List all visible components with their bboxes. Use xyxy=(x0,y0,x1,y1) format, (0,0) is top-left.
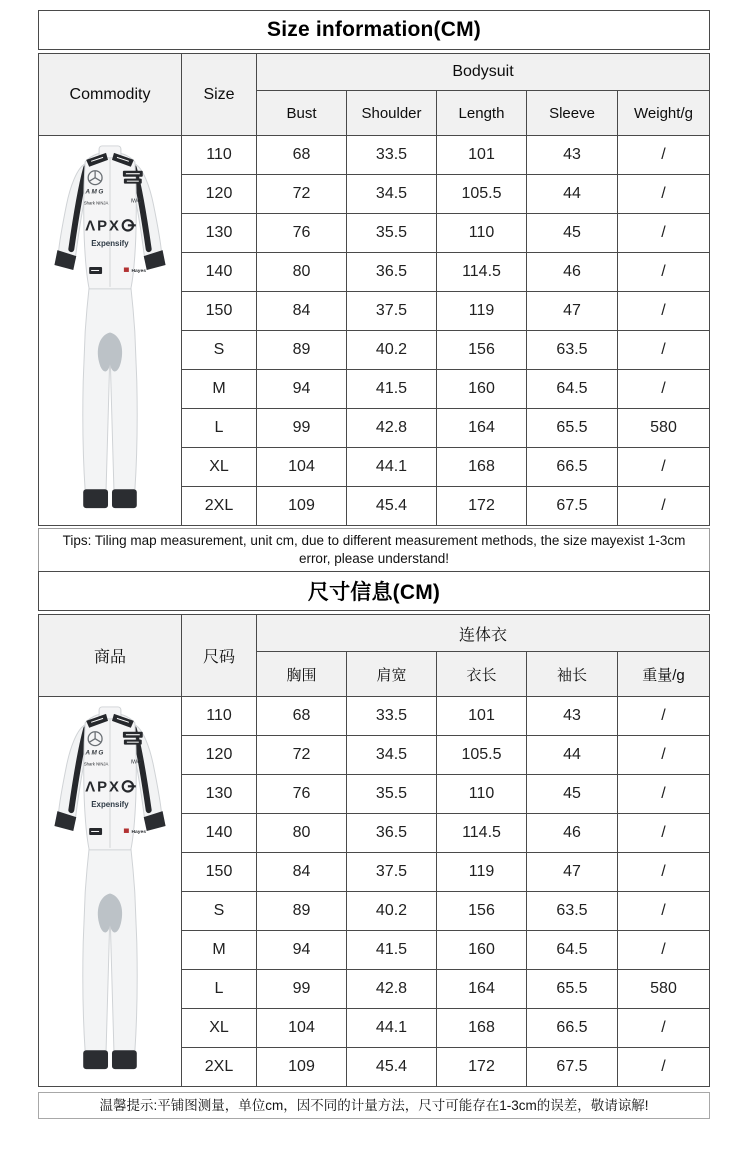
hayes-logo-text: Hayes xyxy=(131,268,147,274)
size-grid-cn xyxy=(38,614,710,1087)
size-cell-size: XL xyxy=(182,1009,256,1047)
expensify-logo-text: Expensify xyxy=(91,800,129,810)
racing-suit-image xyxy=(39,138,181,524)
size-cell-weight: / xyxy=(618,214,709,252)
size-cell-bust: 80 xyxy=(257,814,346,852)
size-cell-weight: / xyxy=(618,292,709,330)
size-cell-length: 110 xyxy=(437,775,526,813)
size-cell-weight: / xyxy=(618,175,709,213)
size-cell-shoulder: 44.1 xyxy=(347,448,436,486)
size-cell-length: 119 xyxy=(437,292,526,330)
uk-flag-icon xyxy=(124,828,129,832)
size-cell-size: 130 xyxy=(182,214,256,252)
size-chart-page xyxy=(0,10,750,1168)
size-cell-shoulder: 45.4 xyxy=(347,487,436,525)
column-header-shoulder: 肩宽 xyxy=(347,652,436,696)
size-cell-bust: 68 xyxy=(257,136,346,174)
size-cell-length: 160 xyxy=(437,370,526,408)
size-cell-bust: 68 xyxy=(257,697,346,735)
size-cell-shoulder: 42.8 xyxy=(347,409,436,447)
size-cell-weight: / xyxy=(618,814,709,852)
size-cell-bust: 89 xyxy=(257,892,346,930)
size-cell-sleeve: 63.5 xyxy=(527,331,617,369)
size-cell-size: S xyxy=(182,331,256,369)
apx-logo-text: ΛPX xyxy=(85,779,121,796)
size-cell-size: 140 xyxy=(182,253,256,291)
size-cell-sleeve: 65.5 xyxy=(527,409,617,447)
size-cell-shoulder: 44.1 xyxy=(347,1009,436,1047)
size-cell-sleeve: 47 xyxy=(527,853,617,891)
suit-left-ankle-cuff xyxy=(83,489,108,508)
size-cell-shoulder: 33.5 xyxy=(347,136,436,174)
size-cell-size: 120 xyxy=(182,736,256,774)
size-cell-length: 164 xyxy=(437,409,526,447)
size-cell-size: 150 xyxy=(182,853,256,891)
size-cell-sleeve: 67.5 xyxy=(527,1048,617,1086)
size-cell-length: 160 xyxy=(437,931,526,969)
size-cell-sleeve: 45 xyxy=(527,775,617,813)
suit-legs xyxy=(83,287,137,491)
size-cell-bust: 84 xyxy=(257,292,346,330)
column-header-sleeve: 袖长 xyxy=(527,652,617,696)
size-cell-shoulder: 36.5 xyxy=(347,253,436,291)
column-header-length: Length xyxy=(437,91,526,135)
size-cell-sleeve: 47 xyxy=(527,292,617,330)
amg-logo-text: AMG xyxy=(85,749,105,757)
size-cell-shoulder: 34.5 xyxy=(347,175,436,213)
column-header-weight: Weight/g xyxy=(618,91,709,135)
size-cell-bust: 109 xyxy=(257,487,346,525)
size-cell-shoulder: 40.2 xyxy=(347,892,436,930)
size-table-cn xyxy=(38,571,710,1119)
size-cell-shoulder: 40.2 xyxy=(347,331,436,369)
column-header-shoulder: Shoulder xyxy=(347,91,436,135)
size-cell-bust: 99 xyxy=(257,970,346,1008)
size-cell-shoulder: 37.5 xyxy=(347,292,436,330)
size-cell-shoulder: 41.5 xyxy=(347,370,436,408)
size-cell-sleeve: 46 xyxy=(527,814,617,852)
column-header-weight: 重量/g xyxy=(618,652,709,696)
size-cell-shoulder: 42.8 xyxy=(347,970,436,1008)
size-cell-weight: 580 xyxy=(618,409,709,447)
size-cell-size: 110 xyxy=(182,697,256,735)
amg-logo-text: AMG xyxy=(85,188,105,196)
size-cell-bust: 80 xyxy=(257,253,346,291)
column-header-sleeve: Sleeve xyxy=(527,91,617,135)
size-cell-weight: / xyxy=(618,931,709,969)
size-cell-shoulder: 45.4 xyxy=(347,1048,436,1086)
size-cell-shoulder: 36.5 xyxy=(347,814,436,852)
group-header-cell: Bodysuit xyxy=(257,54,709,90)
size-cell-length: 172 xyxy=(437,487,526,525)
size-cell-size: S xyxy=(182,892,256,930)
size-cell-size: 140 xyxy=(182,814,256,852)
size-cell-weight: / xyxy=(618,892,709,930)
size-cell-bust: 104 xyxy=(257,448,346,486)
size-cell-size: L xyxy=(182,409,256,447)
size-cell-size: 130 xyxy=(182,775,256,813)
size-cell-shoulder: 35.5 xyxy=(347,214,436,252)
size-header-cell: Size xyxy=(182,54,256,135)
size-cell-size: M xyxy=(182,370,256,408)
size-cell-size: 150 xyxy=(182,292,256,330)
size-cell-shoulder: 41.5 xyxy=(347,931,436,969)
size-cell-sleeve: 43 xyxy=(527,697,617,735)
size-cell-size: L xyxy=(182,970,256,1008)
size-cell-weight: / xyxy=(618,253,709,291)
tips-note-cn: 温馨提示:平铺图测量，单位cm，因不同的计量方法，尺寸可能存在1-3cm的误差，敬请谅解! xyxy=(38,1092,710,1119)
suit-right-ankle-cuff xyxy=(112,1050,137,1069)
size-cell-weight: / xyxy=(618,1048,709,1086)
size-cell-size: 110 xyxy=(182,136,256,174)
product-image-cell xyxy=(39,697,181,1086)
size-cell-length: 119 xyxy=(437,853,526,891)
size-cell-length: 156 xyxy=(437,331,526,369)
size-cell-weight: / xyxy=(618,331,709,369)
size-grid-en xyxy=(38,53,710,526)
size-cell-sleeve: 44 xyxy=(527,736,617,774)
size-cell-weight: / xyxy=(618,1009,709,1047)
size-cell-sleeve: 46 xyxy=(527,253,617,291)
expensify-logo-text: Expensify xyxy=(91,239,129,249)
product-image-cell xyxy=(39,136,181,525)
size-cell-bust: 76 xyxy=(257,775,346,813)
size-cell-length: 164 xyxy=(437,970,526,1008)
iwc-logo-text: IWC xyxy=(130,198,142,205)
size-cell-sleeve: 67.5 xyxy=(527,487,617,525)
size-table-en xyxy=(38,10,710,572)
size-cell-sleeve: 66.5 xyxy=(527,448,617,486)
size-cell-weight: / xyxy=(618,370,709,408)
size-cell-weight: / xyxy=(618,775,709,813)
size-cell-length: 110 xyxy=(437,214,526,252)
size-cell-sleeve: 66.5 xyxy=(527,1009,617,1047)
size-header-cell: 尺码 xyxy=(182,615,256,696)
size-cell-sleeve: 65.5 xyxy=(527,970,617,1008)
page-content xyxy=(38,10,710,1119)
size-cell-shoulder: 34.5 xyxy=(347,736,436,774)
size-cell-shoulder: 37.5 xyxy=(347,853,436,891)
size-cell-shoulder: 33.5 xyxy=(347,697,436,735)
uk-flag-icon xyxy=(124,267,129,271)
size-cell-bust: 109 xyxy=(257,1048,346,1086)
size-cell-length: 168 xyxy=(437,448,526,486)
size-cell-length: 101 xyxy=(437,697,526,735)
size-cell-sleeve: 45 xyxy=(527,214,617,252)
iwc-logo-text: IWC xyxy=(130,759,142,766)
size-cell-sleeve: 63.5 xyxy=(527,892,617,930)
size-cell-weight: / xyxy=(618,487,709,525)
size-cell-sleeve: 43 xyxy=(527,136,617,174)
size-cell-weight: / xyxy=(618,448,709,486)
size-cell-length: 105.5 xyxy=(437,736,526,774)
size-cell-bust: 72 xyxy=(257,736,346,774)
size-cell-sleeve: 64.5 xyxy=(527,931,617,969)
apx-logo-text: ΛPX xyxy=(85,218,121,235)
commodity-header-cell: Commodity xyxy=(39,54,181,135)
suit-legs xyxy=(83,848,137,1052)
size-cell-sleeve: 64.5 xyxy=(527,370,617,408)
table-title-en: Size information(CM) xyxy=(38,10,710,50)
size-cell-bust: 94 xyxy=(257,370,346,408)
shark-ninja-logo-text: Shark NINJA xyxy=(83,200,109,206)
column-header-length: 衣长 xyxy=(437,652,526,696)
size-cell-bust: 89 xyxy=(257,331,346,369)
size-cell-weight: 580 xyxy=(618,970,709,1008)
suit-left-ankle-cuff xyxy=(83,1050,108,1069)
size-cell-bust: 99 xyxy=(257,409,346,447)
tips-note-en: Tips: Tiling map measurement, unit cm, due to different measurement methods, the size mayexist 1-3cm error, please understand! xyxy=(38,528,710,572)
size-cell-bust: 72 xyxy=(257,175,346,213)
size-cell-weight: / xyxy=(618,697,709,735)
size-cell-shoulder: 35.5 xyxy=(347,775,436,813)
hayes-logo-text: Hayes xyxy=(131,829,147,835)
size-cell-weight: / xyxy=(618,136,709,174)
size-cell-bust: 84 xyxy=(257,853,346,891)
commodity-header-cell: 商品 xyxy=(39,615,181,696)
size-cell-length: 172 xyxy=(437,1048,526,1086)
size-cell-bust: 104 xyxy=(257,1009,346,1047)
size-cell-size: M xyxy=(182,931,256,969)
size-cell-size: 2XL xyxy=(182,487,256,525)
suit-right-ankle-cuff xyxy=(112,489,137,508)
size-cell-bust: 94 xyxy=(257,931,346,969)
size-cell-length: 114.5 xyxy=(437,253,526,291)
size-cell-weight: / xyxy=(618,736,709,774)
size-cell-length: 156 xyxy=(437,892,526,930)
size-cell-length: 168 xyxy=(437,1009,526,1047)
column-header-bust: 胸围 xyxy=(257,652,346,696)
size-cell-size: 2XL xyxy=(182,1048,256,1086)
table-title-cn: 尺寸信息(CM) xyxy=(38,571,710,611)
group-header-cell: 连体衣 xyxy=(257,615,709,651)
shark-ninja-logo-text: Shark NINJA xyxy=(83,761,109,767)
size-cell-length: 114.5 xyxy=(437,814,526,852)
size-cell-length: 101 xyxy=(437,136,526,174)
racing-suit-image xyxy=(39,699,181,1085)
size-cell-bust: 76 xyxy=(257,214,346,252)
size-cell-size: 120 xyxy=(182,175,256,213)
size-cell-length: 105.5 xyxy=(437,175,526,213)
column-header-bust: Bust xyxy=(257,91,346,135)
size-cell-weight: / xyxy=(618,853,709,891)
size-cell-size: XL xyxy=(182,448,256,486)
size-cell-sleeve: 44 xyxy=(527,175,617,213)
